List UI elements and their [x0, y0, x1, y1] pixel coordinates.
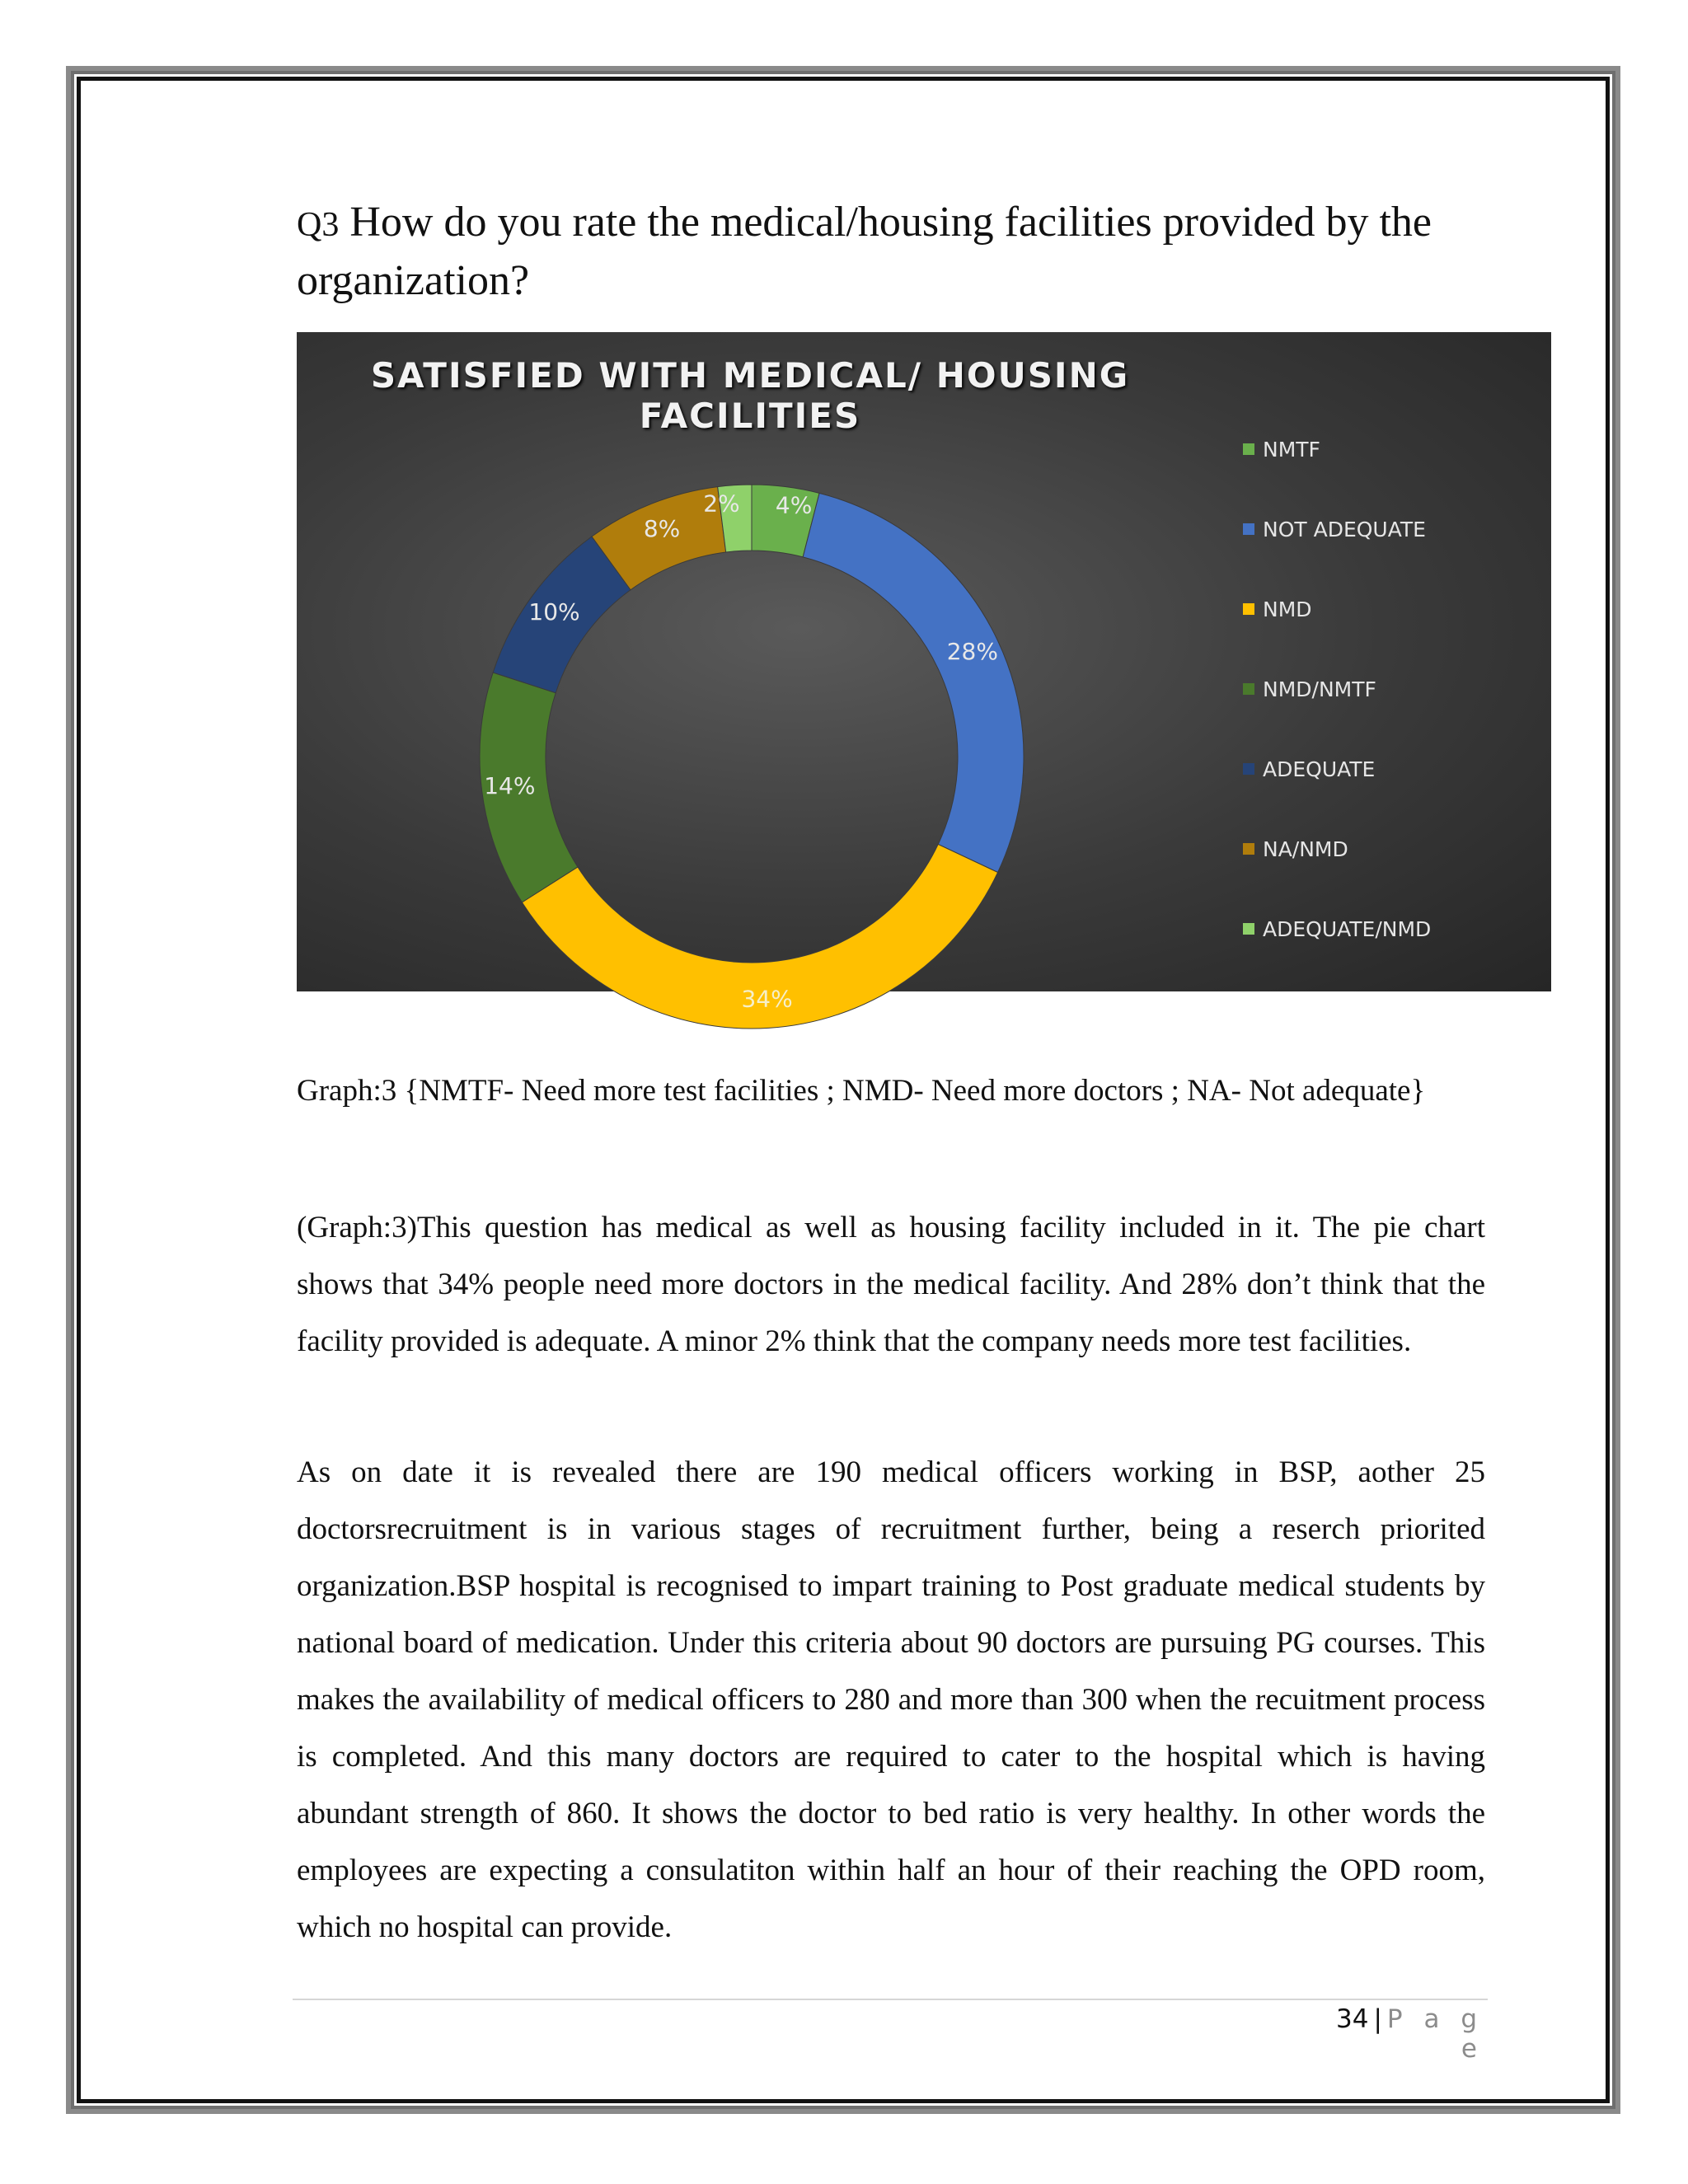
legend-item — [1243, 837, 1431, 917]
paragraph-2: As on date it is revealed there are 190 medical officers working in BSP, aother 25 doctorsrecruitment is in various stages of recruitment further, being a reserch priorited organization.BSP hospital is recognised to impart training to Post graduate medical students by national board of medication. Under this criteria about 90 doctors are pursuing PG courses. This makes the availability of medical officers to 280 and more than 300 when the recuitment process is completed. And this many doctors are required to cater to the hospital which is having abundant strength of 860. It shows the doctor to bed ratio is very healthy. In other words the employees are expecting a consulatiton within half an hour of their reaching the OPD room, which no hospital can provide. — [297, 1455, 1485, 1944]
legend-swatch — [1243, 843, 1254, 855]
legend-item — [1243, 677, 1431, 757]
legend-item — [1243, 757, 1431, 837]
legend-item — [1243, 518, 1431, 598]
legend-item — [1243, 438, 1431, 518]
legend-swatch — [1243, 523, 1254, 535]
legend-label: NMD/NMTF — [1263, 677, 1376, 701]
page-footer — [1319, 2004, 1484, 2064]
slice-label-nmd: 34% — [741, 985, 793, 1013]
legend-label: ADEQUATE — [1263, 757, 1376, 781]
legend-item — [1243, 598, 1431, 677]
question-number: Q3 — [297, 206, 340, 244]
page-number: 34 — [1336, 2004, 1369, 2034]
paragraph-1: (Graph:3)This question has medical as well as housing facility included in it. The pie chart shows that 34% people need more doctors in the medical facility. And 28% don’t think that the facility provided is adequate. A minor 2% think that the company needs more test facilities. — [297, 1211, 1485, 1358]
slice-label-na-nmd: 8% — [643, 514, 681, 542]
legend-swatch — [1243, 763, 1254, 775]
question-heading — [297, 194, 1500, 309]
legend-swatch — [1243, 603, 1254, 615]
chart-legend — [1243, 438, 1431, 997]
legend-label: NA/NMD — [1263, 837, 1348, 861]
page-word: P a g e — [1386, 2004, 1484, 2064]
chart-title: SATISFIED WITH MEDICAL/ HOUSING FACILITIES — [370, 355, 1130, 436]
legend-swatch — [1243, 683, 1254, 695]
slice-label-adequate: 10% — [528, 598, 580, 626]
slice-label-not-adequate: 28% — [946, 637, 998, 665]
slice-label-nmd-nmtf: 14% — [484, 772, 536, 800]
legend-label: NOT ADEQUATE — [1263, 518, 1426, 541]
graph-caption: Graph:3 {NMTF- Need more test facilities ; NMD- Need more doctors ; NA- Not adequate} — [297, 1074, 1426, 1108]
slice-label-nmtf: 4% — [775, 491, 813, 519]
legend-swatch — [1243, 443, 1254, 455]
question-text: How do you rate the medical/housing facilities provided by the organization? — [297, 199, 1432, 304]
footer-divider — [293, 1999, 1488, 2000]
legend-label: ADEQUATE/NMD — [1263, 917, 1432, 941]
legend-swatch — [1243, 923, 1254, 935]
slice-not-adequate — [803, 493, 1024, 872]
legend-label: NMTF — [1263, 438, 1320, 462]
donut-chart — [297, 332, 1551, 1013]
legend-label: NMD — [1263, 598, 1312, 621]
slice-label-adequate-nmd: 2% — [703, 490, 740, 518]
page-separator: | — [1373, 2004, 1382, 2034]
legend-item — [1243, 917, 1431, 997]
